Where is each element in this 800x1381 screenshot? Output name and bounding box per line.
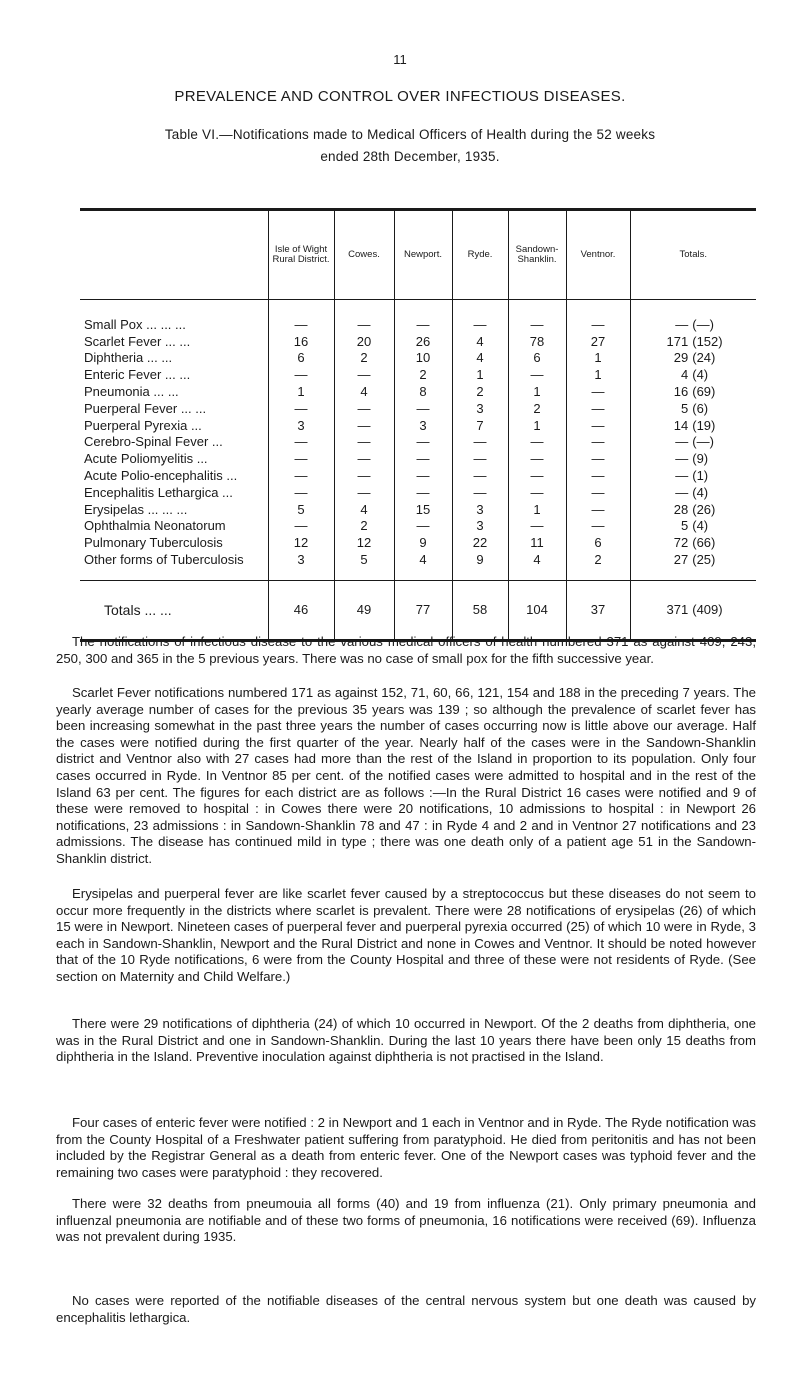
table-row bbox=[80, 501, 756, 518]
cell-iow: — bbox=[268, 400, 334, 417]
table-row bbox=[80, 417, 756, 434]
table-row bbox=[80, 450, 756, 467]
cell-iow: 5 bbox=[268, 501, 334, 518]
cell-cowes: 4 bbox=[334, 501, 394, 518]
cell-totals bbox=[630, 300, 756, 333]
cell-iow: 1 bbox=[268, 383, 334, 400]
cell-ryde: 22 bbox=[452, 534, 508, 551]
cell-totals bbox=[630, 580, 756, 639]
cell-ryde: — bbox=[452, 484, 508, 501]
cell-totals bbox=[630, 501, 756, 518]
cell-ventnor: 27 bbox=[566, 333, 630, 350]
table-row bbox=[80, 350, 756, 367]
cell-newport: 77 bbox=[394, 580, 452, 639]
cell-disease: Puerperal Pyrexia ... bbox=[84, 417, 202, 433]
cell-newport: 2 bbox=[394, 366, 452, 383]
cell-ventnor: — bbox=[566, 434, 630, 451]
totals-row bbox=[80, 580, 756, 639]
paragraph-text: Scarlet Fever notifications numbered 171 as against 152, 71, 60, 66, 121, 154 and 188 in the preceding 7 years. The yearly average number of cases for the previous 35 years was 139 ; so although the prevalence of scarlet fever has been increasing somewhat in the past three years the number of cases occurring now is little above our average. Half the cases were notified during the first quarter of the year. Nearly half of the cases were in the Sandown-Shanklin district and Ventnor also with 27 cases had more than the rest of the Island in proportion to its population. Only four cases occurred in Ryde. In Ventnor 85 per cent. of the notified cases were admitted to hospital and in the rest of the Island 63 per cent. The figures for each district are as follows :—In the Rural District 16 cases were notified and 9 of these were removed to hospital : in Cowes there were 20 notifications, 10 admissions to hospital : in Newport 26 notifications, 23 admissions : in Sandown-Shanklin 78 and 47 : in Ryde 4 and 2 and in Ventnor 27 notifications and 23 admissions. The disease has continued mild in type ; there was one death only of a patient age 51 in the Sandown-Shanklin district. bbox=[56, 685, 756, 866]
cell-sandown: 78 bbox=[508, 333, 566, 350]
cell-sandown: 1 bbox=[508, 417, 566, 434]
cell-newport: — bbox=[394, 434, 452, 451]
total-previous-year: (409) bbox=[692, 602, 723, 618]
cell-sandown: — bbox=[508, 434, 566, 451]
header-disease bbox=[80, 211, 268, 300]
cell-ventnor: — bbox=[566, 518, 630, 535]
table-row bbox=[80, 333, 756, 350]
paragraph-text: Erysipelas and puerperal fever are like scarlet fever caused by a streptococcus but these diseases do not seem to occur more frequently in the districts where scarlet is prevalent. There were 28 notifications of erysipelas (26) of which 15 were in Newport. Nineteen cases of puerperal fever and puerperal pyrexia occurred (25) of which 10 were in Ryde, 3 each in Sandown-Shanklin, Newport and the Rural District and none in Cowes and Ventnor. It should be noted however that of the 10 Ryde notifications, 6 were from the County Hospital and three of these were not residents of Ryde. (See section on Maternity and Child Welfare.) bbox=[56, 886, 756, 984]
total-previous-year: (6) bbox=[692, 400, 709, 416]
cell-cowes: — bbox=[334, 484, 394, 501]
cell-ryde: 3 bbox=[452, 518, 508, 535]
cell-disease: Pulmonary Tuberculosis bbox=[84, 535, 223, 551]
notifications-table bbox=[80, 208, 756, 642]
cell-ventnor: — bbox=[566, 300, 630, 333]
cell-disease: Other forms of Tuberculosis bbox=[84, 552, 244, 568]
total-previous-year: (26) bbox=[692, 501, 716, 517]
paragraph-text: Four cases of enteric fever were notified : 2 in Newport and 1 each in Ventnor and in Ryde. The Ryde notification was from the County Hospital of a Freshwater patient suffering from paratyphoid. He died from peritonitis and has not been included by the Registrar General as a death from enteric fever. One of the Newport cases was typhoid fever and the remaining two cases were paratyphoid : they recovered. bbox=[56, 1115, 756, 1180]
cell-disease: Enteric Fever ... ... bbox=[84, 367, 191, 383]
cell-totals bbox=[630, 417, 756, 434]
total-1935: 4 bbox=[681, 367, 689, 383]
cell-sandown: 104 bbox=[508, 580, 566, 639]
paragraph-diphtheria bbox=[56, 1016, 756, 1066]
total-1935: — bbox=[675, 468, 689, 484]
paragraph-nervous-system bbox=[56, 1293, 756, 1326]
cell-ventnor: 1 bbox=[566, 366, 630, 383]
header-ventnor: Ventnor. bbox=[566, 211, 630, 300]
total-1935: 72 bbox=[673, 535, 689, 551]
cell-sandown: — bbox=[508, 467, 566, 484]
cell-iow: 12 bbox=[268, 534, 334, 551]
cell-iow: — bbox=[268, 518, 334, 535]
paragraph-text: There were 32 deaths from pneumouia all forms (40) and 19 from influenza (21). Only primary pneumonia and influenzal pneumonia are notifiable and of these two forms of pneumonia, 16 notifications were received (69). Influenza was not prevalent during 1935. bbox=[56, 1196, 756, 1245]
cell-ventnor: — bbox=[566, 484, 630, 501]
cell-ventnor: — bbox=[566, 450, 630, 467]
cell-cowes: 2 bbox=[334, 350, 394, 367]
total-1935: — bbox=[675, 316, 689, 332]
page-number: 11 bbox=[393, 52, 407, 67]
cell-ventnor: — bbox=[566, 417, 630, 434]
cell-totals bbox=[630, 534, 756, 551]
cell-sandown: 1 bbox=[508, 501, 566, 518]
cell-newport: 3 bbox=[394, 417, 452, 434]
cell-ryde: 7 bbox=[452, 417, 508, 434]
table-row bbox=[80, 300, 756, 333]
total-1935: — bbox=[675, 484, 689, 500]
cell-cowes: 2 bbox=[334, 518, 394, 535]
cell-ryde: 1 bbox=[452, 366, 508, 383]
cell-iow: 3 bbox=[268, 551, 334, 580]
cell-iow: — bbox=[268, 467, 334, 484]
cell-ryde: 4 bbox=[452, 350, 508, 367]
cell-cowes: — bbox=[334, 300, 394, 333]
cell-ventnor: — bbox=[566, 501, 630, 518]
cell-ventnor: 37 bbox=[566, 580, 630, 639]
cell-ryde: 9 bbox=[452, 551, 508, 580]
table-row bbox=[80, 551, 756, 580]
total-1935: 5 bbox=[681, 518, 689, 534]
cell-newport: — bbox=[394, 484, 452, 501]
cell-ryde: 58 bbox=[452, 580, 508, 639]
total-previous-year: (4) bbox=[692, 367, 709, 383]
table-row bbox=[80, 434, 756, 451]
header-newport: Newport. bbox=[394, 211, 452, 300]
cell-disease: Ophthalmia Neonatorum bbox=[84, 518, 226, 534]
cell-iow: 46 bbox=[268, 580, 334, 639]
cell-totals bbox=[630, 484, 756, 501]
paragraph-text: No cases were reported of the notifiable diseases of the central nervous system but one death was caused by encephalitis lethargica. bbox=[56, 1293, 756, 1325]
cell-cowes: — bbox=[334, 450, 394, 467]
cell-ryde: 4 bbox=[452, 333, 508, 350]
table-row bbox=[80, 383, 756, 400]
cell-ryde: — bbox=[452, 300, 508, 333]
cell-ventnor: — bbox=[566, 467, 630, 484]
cell-newport: — bbox=[394, 300, 452, 333]
header-iow-rural: Isle of Wight Rural District. bbox=[268, 211, 334, 300]
cell-disease: Scarlet Fever ... ... bbox=[84, 333, 191, 349]
paragraph-enteric-fever bbox=[56, 1115, 756, 1181]
cell-sandown: — bbox=[508, 450, 566, 467]
total-previous-year: (1) bbox=[692, 468, 709, 484]
cell-totals bbox=[630, 383, 756, 400]
table-row bbox=[80, 484, 756, 501]
cell-ventnor: 2 bbox=[566, 551, 630, 580]
cell-newport: — bbox=[394, 518, 452, 535]
cell-sandown: — bbox=[508, 300, 566, 333]
table-row bbox=[80, 400, 756, 417]
total-1935: 28 bbox=[673, 501, 689, 517]
cell-sandown: 11 bbox=[508, 534, 566, 551]
cell-disease: Encephalitis Lethargica ... bbox=[84, 484, 233, 500]
cell-totals bbox=[630, 434, 756, 451]
total-1935: 27 bbox=[673, 552, 689, 568]
cell-cowes: 49 bbox=[334, 580, 394, 639]
cell-newport: 26 bbox=[394, 333, 452, 350]
cell-newport: — bbox=[394, 400, 452, 417]
table-caption-line: ended 28th December, 1935. bbox=[320, 149, 500, 164]
cell-newport: 9 bbox=[394, 534, 452, 551]
paragraph-text: The notifications of infectious disease to the various medical officers of health numbered 371 as against 409, 243, 250, 300 and 365 in the 5 previous years. There was no case of small pox for the fifth successive year. bbox=[56, 634, 756, 666]
total-1935: — bbox=[675, 451, 689, 467]
cell-ryde: 3 bbox=[452, 501, 508, 518]
total-previous-year: (19) bbox=[692, 417, 716, 433]
total-previous-year: (—) bbox=[692, 316, 714, 332]
total-previous-year: (152) bbox=[692, 333, 723, 349]
cell-ryde: — bbox=[452, 434, 508, 451]
cell-ryde: — bbox=[452, 467, 508, 484]
cell-cowes: 12 bbox=[334, 534, 394, 551]
cell-newport: 10 bbox=[394, 350, 452, 367]
total-1935: 371 bbox=[666, 602, 689, 618]
cell-totals bbox=[630, 467, 756, 484]
cell-newport: — bbox=[394, 467, 452, 484]
header-cowes: Cowes. bbox=[334, 211, 394, 300]
cell-disease: Totals ... ... bbox=[80, 580, 268, 639]
table-caption-line: Table VI.—Notifications made to Medical Officers of Health during the 52 weeks bbox=[164, 127, 656, 142]
cell-totals bbox=[630, 400, 756, 417]
table-row bbox=[80, 518, 756, 535]
table-row bbox=[80, 366, 756, 383]
cell-newport: 4 bbox=[394, 551, 452, 580]
cell-totals bbox=[630, 350, 756, 367]
cell-sandown: 1 bbox=[508, 383, 566, 400]
table-header-row bbox=[80, 211, 756, 300]
cell-iow: — bbox=[268, 300, 334, 333]
total-previous-year: (9) bbox=[692, 451, 709, 467]
cell-totals bbox=[630, 551, 756, 580]
cell-sandown: — bbox=[508, 484, 566, 501]
header-totals: Totals. bbox=[630, 211, 756, 300]
paragraph-pneumonia bbox=[56, 1196, 756, 1246]
cell-iow: 6 bbox=[268, 350, 334, 367]
cell-totals bbox=[630, 366, 756, 383]
cell-sandown: 2 bbox=[508, 400, 566, 417]
cell-cowes: — bbox=[334, 366, 394, 383]
cell-cowes: — bbox=[334, 467, 394, 484]
total-previous-year: (4) bbox=[692, 484, 709, 500]
cell-disease: Cerebro-Spinal Fever ... bbox=[84, 434, 223, 450]
paragraph-scarlet-fever bbox=[56, 685, 756, 868]
cell-cowes: 5 bbox=[334, 551, 394, 580]
cell-sandown: 6 bbox=[508, 350, 566, 367]
total-previous-year: (—) bbox=[692, 434, 714, 450]
total-1935: 5 bbox=[681, 400, 689, 416]
cell-ventnor: 6 bbox=[566, 534, 630, 551]
cell-iow: 16 bbox=[268, 333, 334, 350]
table-caption bbox=[40, 124, 780, 168]
cell-iow: — bbox=[268, 484, 334, 501]
cell-disease: Pneumonia ... ... bbox=[84, 384, 179, 400]
total-1935: 16 bbox=[673, 384, 689, 400]
cell-disease: Puerperal Fever ... ... bbox=[84, 400, 207, 416]
cell-newport: 8 bbox=[394, 383, 452, 400]
total-previous-year: (24) bbox=[692, 350, 716, 366]
cell-disease: Acute Poliomyelitis ... bbox=[84, 451, 208, 467]
cell-iow: — bbox=[268, 434, 334, 451]
cell-sandown: — bbox=[508, 518, 566, 535]
cell-totals bbox=[630, 518, 756, 535]
cell-cowes: — bbox=[334, 417, 394, 434]
cell-cowes: 4 bbox=[334, 383, 394, 400]
cell-sandown: 4 bbox=[508, 551, 566, 580]
cell-disease: Acute Polio-encephalitis ... bbox=[84, 468, 238, 484]
cell-sandown: — bbox=[508, 366, 566, 383]
cell-cowes: 20 bbox=[334, 333, 394, 350]
header-sandown-shanklin: Sandown-Shanklin. bbox=[508, 211, 566, 300]
total-previous-year: (66) bbox=[692, 535, 716, 551]
cell-disease: Diphtheria ... ... bbox=[84, 350, 173, 366]
cell-cowes: — bbox=[334, 434, 394, 451]
cell-ventnor: — bbox=[566, 383, 630, 400]
cell-newport: 15 bbox=[394, 501, 452, 518]
total-previous-year: (4) bbox=[692, 518, 709, 534]
cell-iow: 3 bbox=[268, 417, 334, 434]
header-ryde: Ryde. bbox=[452, 211, 508, 300]
cell-disease: Erysipelas ... ... ... bbox=[84, 501, 188, 517]
cell-ryde: 3 bbox=[452, 400, 508, 417]
cell-ventnor: 1 bbox=[566, 350, 630, 367]
paragraph-erysipelas bbox=[56, 886, 756, 986]
cell-newport: — bbox=[394, 450, 452, 467]
cell-totals bbox=[630, 333, 756, 350]
total-1935: 171 bbox=[666, 333, 689, 349]
paragraph-text: There were 29 notifications of diphtheria (24) of which 10 occurred in Newport. Of the 2 deaths from diphtheria, one was in the Rural District and one in Sandown-Shanklin. During the last 10 years there have been only 15 deaths from diphtheria in the Island. Preventive inoculation against diphtheria is not practised in the Island. bbox=[56, 1016, 756, 1065]
cell-iow: — bbox=[268, 366, 334, 383]
cell-ventnor: — bbox=[566, 400, 630, 417]
cell-ryde: 2 bbox=[452, 383, 508, 400]
cell-iow: — bbox=[268, 450, 334, 467]
page-heading: PREVALENCE AND CONTROL OVER INFECTIOUS DISEASES. bbox=[174, 88, 626, 105]
cell-disease: Small Pox ... ... ... bbox=[84, 316, 186, 332]
total-1935: — bbox=[675, 434, 689, 450]
total-1935: 29 bbox=[673, 350, 689, 366]
table-row bbox=[80, 534, 756, 551]
total-previous-year: (69) bbox=[692, 384, 716, 400]
total-1935: 14 bbox=[673, 417, 689, 433]
cell-cowes: — bbox=[334, 400, 394, 417]
table-row bbox=[80, 467, 756, 484]
paragraph-summary bbox=[56, 634, 756, 667]
cell-ryde: — bbox=[452, 450, 508, 467]
total-previous-year: (25) bbox=[692, 552, 716, 568]
cell-totals bbox=[630, 450, 756, 467]
